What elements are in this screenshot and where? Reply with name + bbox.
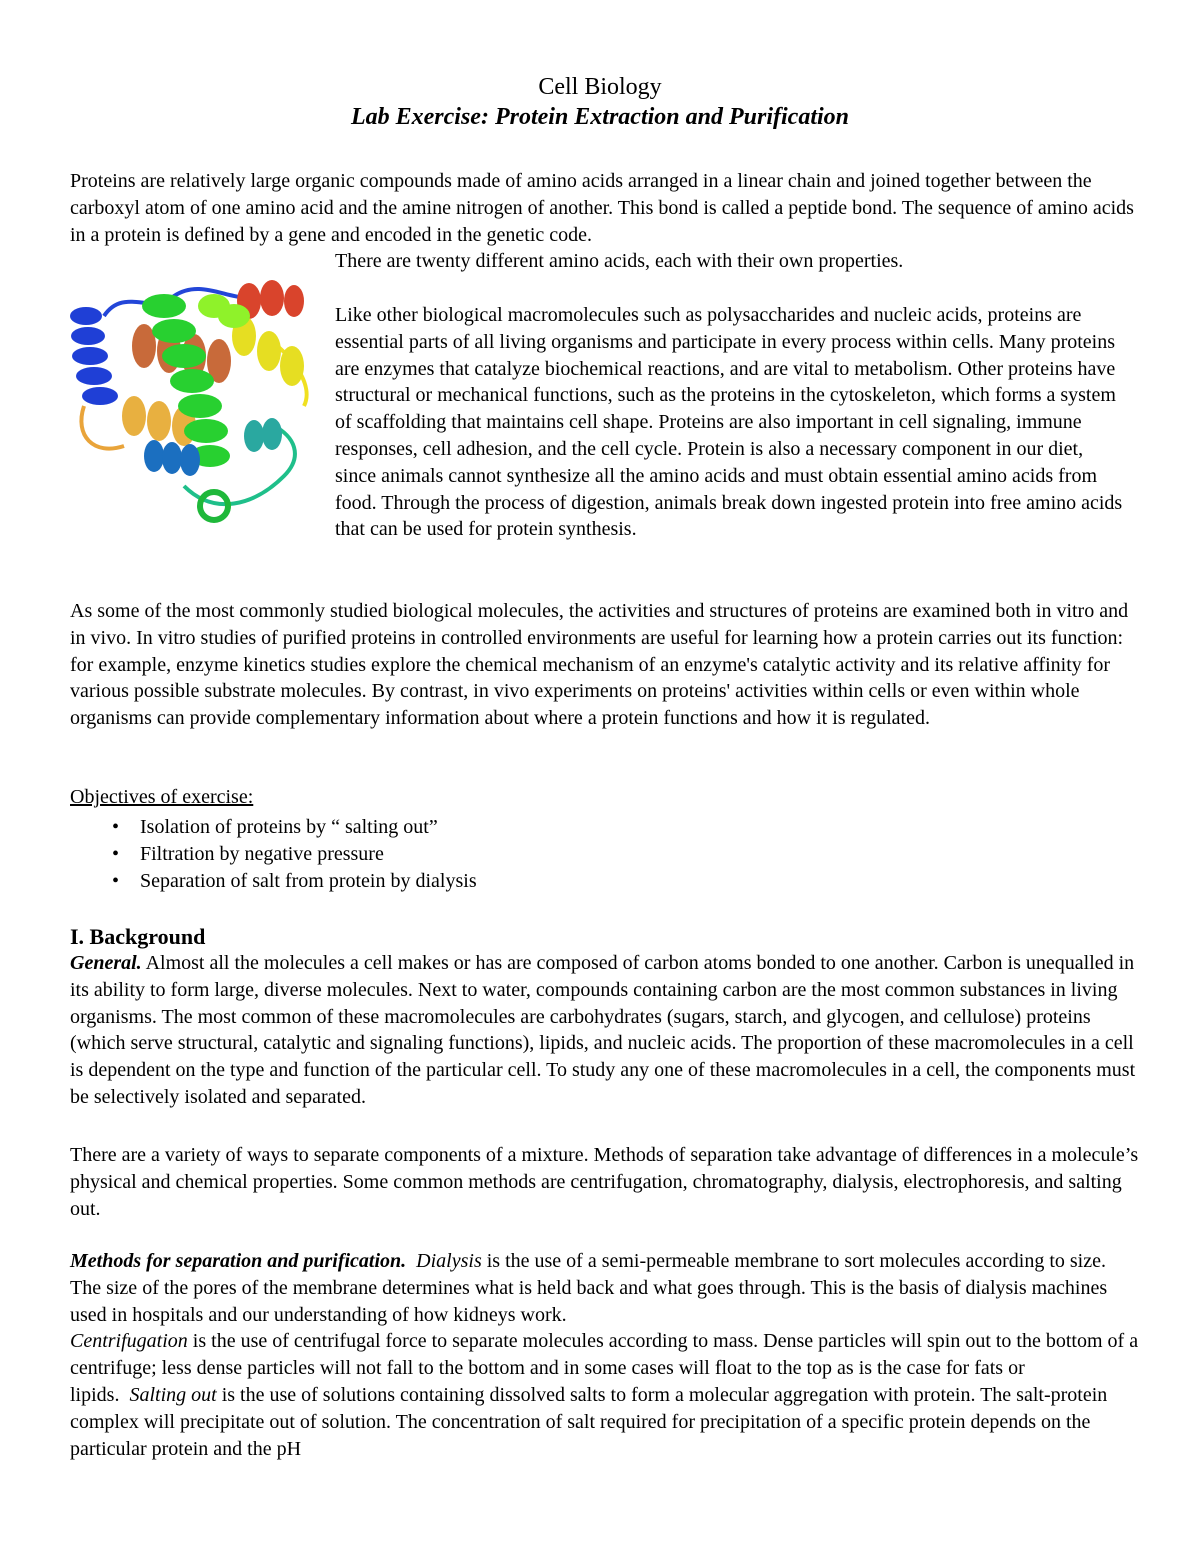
general-label: General. bbox=[70, 952, 142, 974]
methods-paragraph bbox=[70, 1248, 1140, 1462]
centrifugation-term: Centrifugation bbox=[70, 1330, 188, 1353]
methods-label: Methods for separation and purification. bbox=[70, 1250, 407, 1272]
separation-paragraph: There are a variety of ways to separate components of a mixture. Methods of separation take advantage of differences in a molecule’s physical and chemical properties. Some common methods are centrifugation, chromatography, dialysis, electrophoresis, and salting out. bbox=[70, 1144, 1139, 1220]
lab-title: Lab Exercise: Protein Extraction and Purification bbox=[350, 104, 849, 130]
intro-paragraph-3: As some of the most commonly studied biological molecules, the activities and structures of proteins are examined both in vitro and in vivo. In vitro studies of purified proteins in controlled environments are useful for learning how a protein carries out its function: for example, enzyme kinetics studies explore the chemical mechanism of an enzyme's catalytic activity and its relative affinity for various possible substrate molecules. By contrast, in vivo experiments on proteins' activities within cells or even within whole organisms can provide complementary information about where a protein functions and how it is regulated. bbox=[70, 600, 1129, 730]
intro-text-1-last-line: There are twenty different amino acids, each with their own properties. bbox=[335, 250, 904, 273]
dialysis-text: is the use of a semi-permeable membrane to sort molecules according to size. The size of the pores of the membrane determines what is held back and what goes through. This is the basis of dialysis machines used in hospitals and our understanding of how kidneys work. bbox=[70, 1250, 1108, 1326]
objective-item: • Separation of salt from protein by dialysis bbox=[70, 868, 970, 895]
salting-out-term: Salting out bbox=[129, 1383, 217, 1406]
centrifugation-text: is the use of centrifugal force to separate molecules according to mass. Dense particles will spin out to the bottom of a centrifuge; less dense particles will not fall to the bottom and in some cases will float to the top as is the case for fats or lipids. bbox=[70, 1330, 1139, 1406]
objective-item: • Filtration by negative pressure bbox=[70, 841, 970, 868]
objective-item: • Isolation of proteins by “ salting out” bbox=[70, 814, 970, 841]
general-paragraph bbox=[70, 950, 1140, 1111]
intro-paragraph-2: Like other biological macromolecules such as polysaccharides and nucleic acids, proteins are essential parts of all living organisms and participate in every process within cells. Many proteins are enzymes that catalyze biochemical reactions, and are vital to metabolism. Other proteins have structural or mechanical functions, such as the proteins in the cytoskeleton, which forms a system of scaffolding that maintains cell shape. Proteins are also important in cell signaling, immune responses, cell adhesion, and the cell cycle. Protein is also a necessary component in our diet, since animals cannot synthesize all the amino acids and must obtain essential amino acids from food. Through the process of digestion, animals break down ingested protein into free amino acids that can be used for protein synthesis. bbox=[335, 304, 1123, 541]
salting-out-text: is the use of solutions containing dissolved salts to form a molecular aggregation with protein. The salt-protein complex will precipitate out of solution. The concentration of salt required for precipitation of a specific protein depends on the particular protein and the pH bbox=[70, 1383, 1108, 1460]
intro-paragraph-1 bbox=[70, 168, 1140, 275]
general-text: Almost all the molecules a cell makes or has are composed of carbon atoms bonded to one another. Carbon is unequalled in its ability to form large, diverse molecules. Next to water, compounds containing carbon are the most common substances in living organisms. The most common of these macromolecules are carbohydrates (sugars, starch, and glycogen, and cellulose) proteins (which serve structural, catalytic and signaling functions), lipids, and nucleic acids. The proportion of these macromolecules in a cell is dependent on the type and function of the particular cell. To study any one of these macromolecules in a cell, the components must be selectively isolated and separated. bbox=[70, 952, 1136, 1108]
intro-text-1: Proteins are relatively large organic compounds made of amino acids arranged in a linear chain and joined together between the carboxyl atom of one amino acid and the amine nitrogen of another. This bond is called a peptide bond. The sequence of amino acids in a protein is defined by a gene and encoded in the genetic code. bbox=[70, 170, 1134, 246]
objectives-list bbox=[70, 814, 970, 894]
course-title: Cell Biology bbox=[538, 74, 662, 100]
background-heading: I. Background bbox=[70, 924, 206, 949]
dialysis-term: Dialysis bbox=[416, 1250, 482, 1272]
protein-ribbon-structure-icon bbox=[64, 276, 330, 542]
objectives-heading: Objectives of exercise: bbox=[70, 786, 254, 808]
